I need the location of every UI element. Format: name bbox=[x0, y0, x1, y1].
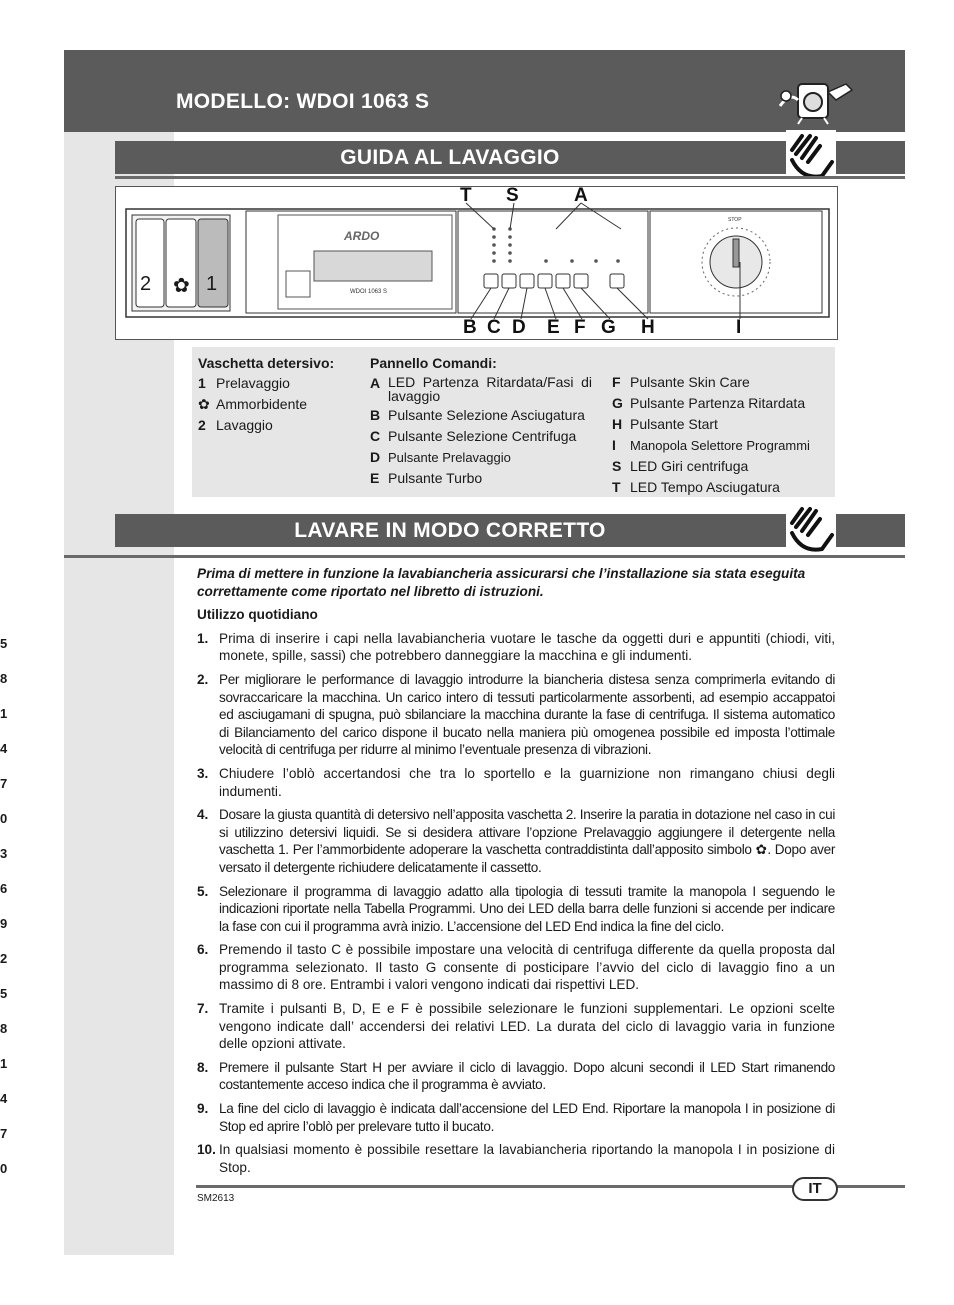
drawer-label-1: 1 bbox=[206, 273, 218, 295]
flower-icon: ✿ bbox=[173, 275, 190, 297]
item-number: 6. bbox=[197, 942, 209, 958]
item-number: 3. bbox=[197, 765, 209, 781]
margin-digit: 8 bbox=[0, 671, 8, 686]
margin-digit: 4 bbox=[0, 741, 8, 756]
margin-digits bbox=[0, 636, 10, 1196]
item-number: 10. bbox=[197, 1142, 216, 1158]
list-item bbox=[197, 1000, 835, 1053]
letter-B: B bbox=[463, 317, 477, 338]
legend-value: Pulsante Start bbox=[630, 416, 718, 432]
legend-value: Pulsante Partenza Ritardata bbox=[630, 395, 806, 411]
item-text: Per migliorare le performance di lavaggio introdurre la biancheria distesa senza comprimerla evitando di sovraccaricare la macchina. Un carico intero di tessuti particolarmente assorbenti, ad esempio accappatoi ed asciugamani di spugna, può sbilanciare la macchina durante la fase di centrifuga. Il sistema automatico di Bilanciamento del carico dispone il bucato nella maniera più omogenea possibile ed imposta l’ottimale velocità di centrifuga per ridurre al minimo l’eventuale presenza di vibrazioni. bbox=[219, 671, 835, 758]
item-text: Tramite i pulsanti B, D, E e F è possibile selezionare le funzioni supplementari. Le opzioni scelte vengono indicate dall’ accendersi dei relativi LED. La durata del ciclo di lavaggio varia in funzione delle opzioni attivate. bbox=[219, 1001, 835, 1052]
section-band-guida-tail bbox=[835, 141, 905, 174]
legend-key: 2 bbox=[198, 417, 206, 433]
letter-I: I bbox=[736, 317, 742, 338]
legend-key: G bbox=[612, 395, 623, 411]
section-title-lavare: LAVARE IN MODO CORRETTO bbox=[294, 519, 606, 542]
legend-value: Pulsante Selezione Centrifuga bbox=[388, 428, 577, 444]
legend-value: Pulsante Prelavaggio bbox=[388, 450, 511, 465]
letter-G: G bbox=[601, 317, 616, 338]
margin-digit: 5 bbox=[0, 636, 8, 651]
margin-digit: 5 bbox=[0, 986, 8, 1001]
legend-key: E bbox=[370, 470, 380, 486]
list-item bbox=[197, 765, 835, 800]
margin-digit: 8 bbox=[0, 1021, 8, 1036]
list-item bbox=[197, 671, 835, 759]
margin-digit: 4 bbox=[0, 1091, 8, 1106]
legend-key: 1 bbox=[198, 375, 206, 391]
drawer-label-2: 2 bbox=[140, 273, 152, 295]
header-rule bbox=[115, 176, 905, 179]
legend-detergent-column bbox=[198, 355, 358, 438]
item-text: La fine del ciclo di lavaggio è indicata dall’accensione del LED End. Riportare la manopola I in posizione di Stop ed aprire l’oblò per prelevare tutto il bucato. bbox=[219, 1101, 835, 1134]
margin-digit: 6 bbox=[0, 881, 8, 896]
item-number: 7. bbox=[197, 1001, 209, 1017]
legend-key: I bbox=[612, 437, 616, 453]
item-number: 1. bbox=[197, 630, 209, 646]
list-item bbox=[197, 630, 835, 665]
margin-digit: 2 bbox=[0, 951, 8, 966]
legend-value: LED Tempo Asciugatura bbox=[630, 479, 780, 495]
item-text: Premere il pulsante Start H per avviare il ciclo di lavaggio. Dopo alcuni secondi il LED Start rimanendo costantemente acceso indica che il programma è avviato. bbox=[219, 1059, 835, 1093]
margin-digit: 7 bbox=[0, 1126, 8, 1141]
legend-key: H bbox=[612, 416, 623, 432]
legend-value: Prelavaggio bbox=[216, 375, 290, 391]
legend-detergent-heading: Vaschetta detersivo: bbox=[198, 355, 335, 371]
legend-value: LED Giri centrifuga bbox=[630, 458, 749, 474]
item-number: 5. bbox=[197, 883, 209, 899]
item-text: Prima di inserire i capi nella lavabiancheria vuotare le tasche da oggetti duri e appuntiti (chiodi, viti, monete, spille, sassi) che potrebbero danneggiare la macchina e gli indumenti. bbox=[219, 630, 835, 664]
margin-digit: 3 bbox=[0, 846, 8, 861]
hand-icon bbox=[786, 503, 836, 553]
legend-value: Lavaggio bbox=[216, 417, 273, 433]
legend-key: T bbox=[612, 479, 621, 495]
document-code: SM2613 bbox=[197, 1193, 235, 1204]
subheading-daily-use: Utilizzo quotidiano bbox=[197, 607, 318, 623]
brand-logo: ARDO bbox=[344, 229, 380, 243]
legend-key: A bbox=[370, 375, 381, 391]
margin-digit: 7 bbox=[0, 776, 8, 791]
legend-panel-column bbox=[370, 355, 592, 491]
letter-S: S bbox=[506, 185, 519, 206]
list-item bbox=[197, 1141, 835, 1176]
language-badge: IT bbox=[792, 1177, 838, 1201]
margin-digit: 9 bbox=[0, 916, 8, 931]
hand-icon bbox=[786, 130, 836, 180]
legend-value: Pulsante Skin Care bbox=[630, 374, 750, 390]
legend-key: B bbox=[370, 407, 381, 423]
legend-panel-column-right bbox=[612, 374, 834, 500]
list-item bbox=[197, 941, 835, 994]
item-text: Chiudere l’oblò accertandosi che tra lo sportello e la guarnizione non rimangano chiusi degli indumenti. bbox=[219, 765, 835, 799]
item-text: Selezionare il programma di lavaggio adatto alla tipologia di tessuti tramite la manopola I seguendo le indicazioni riportate nella Tabella Programmi. Uno dei LED della barra delle funzioni si accende per indicare la fase con cui il programma avrà inizio. L’accensione del LED End indica la fine del ciclo. bbox=[219, 883, 835, 934]
margin-digit: 1 bbox=[0, 706, 8, 721]
list-item bbox=[197, 883, 835, 936]
legend-value: LED Partenza Ritardata/Fasi di lavaggio bbox=[388, 374, 592, 404]
item-number: 9. bbox=[197, 1101, 209, 1117]
model-small-label: WDOI 1063 S bbox=[350, 289, 388, 295]
control-panel-illustration bbox=[115, 186, 838, 340]
legend-value: Pulsante Selezione Asciugatura bbox=[388, 407, 585, 423]
legend-value: Manopola Selettore Programmi bbox=[630, 438, 810, 453]
legend-key: D bbox=[370, 449, 381, 465]
legend-panel-heading: Pannello Comandi: bbox=[370, 355, 497, 371]
letter-H: H bbox=[641, 317, 655, 338]
item-number: 8. bbox=[197, 1059, 209, 1075]
legend-key: S bbox=[612, 458, 622, 474]
legend-box bbox=[192, 347, 835, 497]
letter-D: D bbox=[512, 317, 526, 338]
legend-value: Pulsante Turbo bbox=[388, 470, 483, 486]
letter-F: F bbox=[574, 317, 586, 338]
section-title-guida: GUIDA AL LAVAGGIO bbox=[340, 146, 560, 169]
item-number: 2. bbox=[197, 671, 209, 687]
washing-machine-mascot-icon bbox=[772, 78, 862, 126]
list-item bbox=[197, 806, 835, 876]
letter-C: C bbox=[487, 317, 501, 338]
legend-value: Ammorbidente bbox=[216, 396, 308, 412]
legend-key: C bbox=[370, 428, 381, 444]
item-text: In qualsiasi momento è possibile resettare la lavabiancheria riportando la manopola I in posizione di Stop. bbox=[219, 1142, 835, 1175]
letter-T: T bbox=[460, 185, 472, 206]
margin-digit: 0 bbox=[0, 811, 8, 826]
list-item bbox=[197, 1059, 835, 1094]
letter-A: A bbox=[574, 185, 588, 206]
item-number: 4. bbox=[197, 807, 209, 823]
intro-warning: Prima di mettere in funzione la lavabiancheria assicurarsi che l’installazione sia stata eseguita correttamente come riportato nel libretto di istruzioni. bbox=[197, 566, 806, 599]
list-item bbox=[197, 1100, 835, 1135]
letter-E: E bbox=[547, 317, 560, 338]
legend-key: F bbox=[612, 374, 621, 390]
margin-digit: 1 bbox=[0, 1056, 8, 1071]
item-text: Dosare la giusta quantità di detersivo nell’apposita vaschetta 2. Inserire la paratia in dotazione nel caso in cui si utilizzino detersivi liquidi. Se si desidera attivare l’opzione Prelavaggio aggiungere il detergente nella vaschetta 1. Per l’ammorbidente adoperare la vaschetta contraddistinta dall’apposito simbolo ✿. Dopo aver versato il detergente richiudere delicatamente il cassetto. bbox=[219, 807, 836, 875]
item-text: Premendo il tasto C è possibile impostare una velocità di centrifuga differente da quella proposta dal programma selezionato. Il tasto G consente di posticipare l’avvio del ciclo di lavaggio fino a un massimo di 8 ore. Entrambi i valori vengono indicati dai rispettivi LED. bbox=[219, 942, 835, 993]
dial-stop-label: STOP bbox=[728, 217, 742, 223]
model-title: MODELLO: WDOI 1063 S bbox=[176, 90, 430, 113]
margin-digit: 0 bbox=[0, 1161, 8, 1176]
flower-icon: ✿ bbox=[198, 396, 210, 412]
section2-rule bbox=[64, 555, 905, 558]
usage-instructions bbox=[197, 565, 835, 1182]
